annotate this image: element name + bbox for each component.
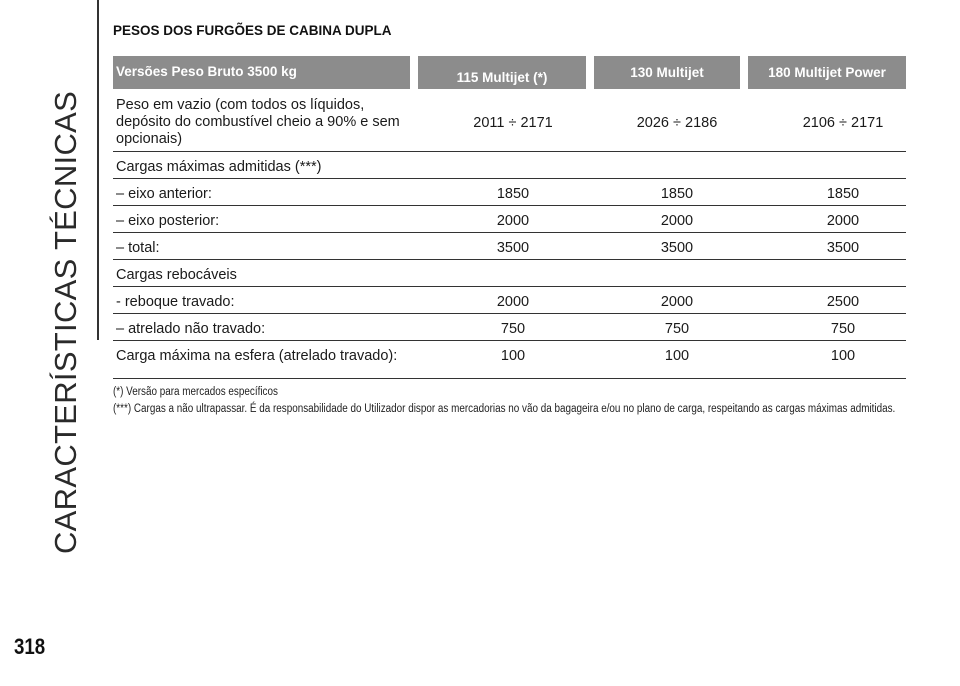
cell-115: 2011 ÷ 2171 (473, 115, 553, 131)
cell-130: 1850 (660, 186, 694, 202)
cell-115: 750 (500, 321, 526, 337)
table-row-total (113, 233, 906, 260)
footnotes (113, 385, 902, 416)
footnote-1: (*) Versão para mercados específicos (113, 386, 278, 398)
cell-180: 2000 (826, 213, 860, 229)
header-130-multijet: 130 Multijet (594, 56, 740, 89)
cell-180: 2106 ÷ 2171 (802, 115, 884, 131)
row-label: – eixo anterior: (116, 186, 212, 202)
row-label: - reboque travado: (116, 294, 235, 310)
table-row-front-axle (113, 179, 906, 206)
table-row-towable-loads (113, 260, 906, 287)
side-divider (97, 0, 99, 340)
row-label: – atrelado não travado: (116, 321, 266, 337)
row-label: Cargas rebocáveis (116, 267, 237, 283)
cell-115: 2000 (496, 294, 530, 310)
cell-130: 3500 (660, 240, 694, 256)
cell-130: 100 (664, 348, 690, 364)
table-row-ball-load (113, 341, 906, 379)
section-title: PESOS DOS FURGÕES DE CABINA DUPLA (113, 23, 392, 38)
table-row-max-loads (113, 152, 906, 179)
cell-180: 100 (830, 348, 856, 364)
cell-115: 3500 (496, 240, 530, 256)
page-number: 318 (14, 634, 46, 659)
cell-180: 1850 (826, 186, 860, 202)
row-label: Peso em vazio (com todos os líquidos, depósito do combustível cheio a 90% e sem opcionais) (116, 97, 400, 147)
header-180-multijet-power: 180 Multijet Power (748, 56, 906, 89)
footnote-2: (***) Cargas a não ultrapassar. É da responsabilidade do Utilizador dispor as mercadorias no vão da bagageira e/ou no plano de carga, respeitando as cargas máximas admitidas. (113, 403, 896, 415)
cell-115: 100 (500, 348, 526, 364)
header-versions: Versões Peso Bruto 3500 kg (113, 56, 410, 89)
table-row-empty-weight (113, 90, 906, 152)
cell-130: 2026 ÷ 2186 (636, 115, 718, 131)
table-row-braked-trailer (113, 287, 906, 314)
table-row-unbraked-trailer (113, 314, 906, 341)
cell-115: 1850 (496, 186, 530, 202)
row-label: – eixo posterior: (116, 213, 220, 229)
row-label: Carga máxima na esfera (atrelado travado): (116, 348, 398, 364)
header-115-multijet: 115 Multijet (*) (418, 56, 586, 89)
cell-180: 2500 (826, 294, 860, 310)
cell-180: 3500 (826, 240, 860, 256)
row-label: Cargas máximas admitidas (***) (116, 159, 322, 175)
cell-115: 2000 (496, 213, 530, 229)
cell-130: 2000 (660, 213, 694, 229)
cell-130: 2000 (660, 294, 694, 310)
cell-130: 750 (664, 321, 690, 337)
row-label: – total: (116, 240, 160, 256)
table-row-rear-axle (113, 206, 906, 233)
cell-180: 750 (830, 321, 856, 337)
side-section-title: CARACTERÍSTICAS TÉCNICAS (48, 90, 83, 554)
